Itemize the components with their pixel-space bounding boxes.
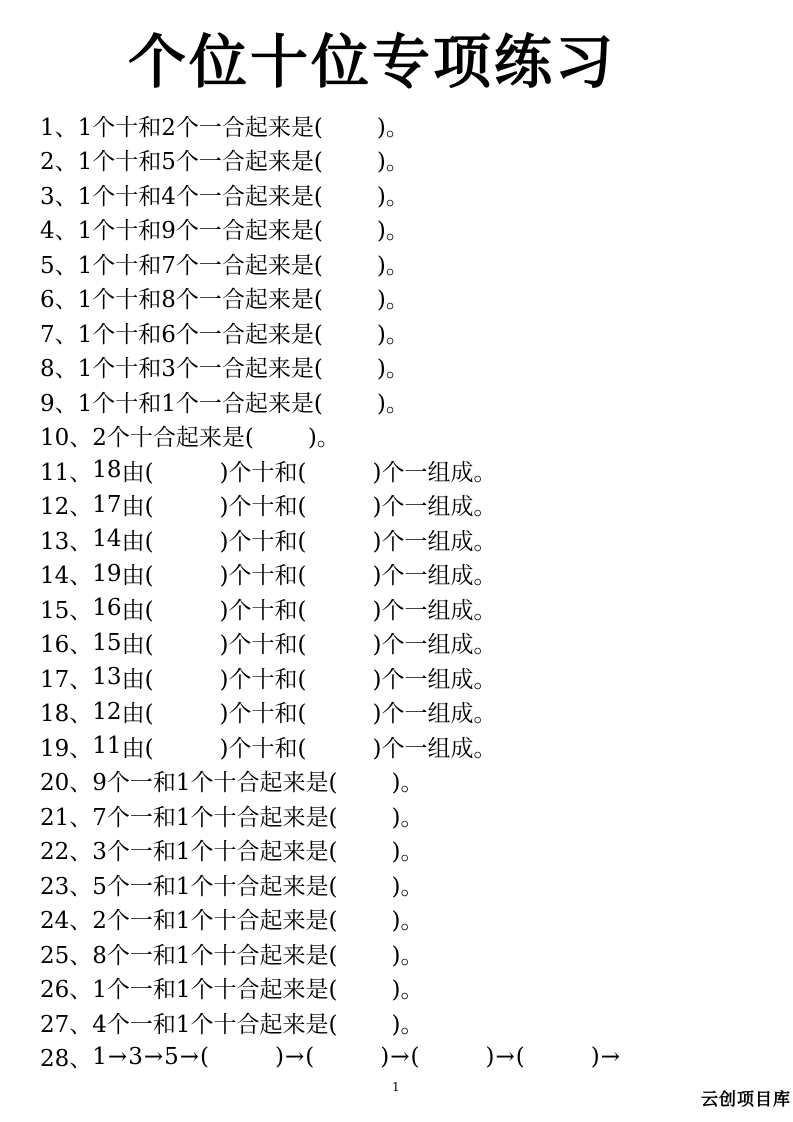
question-list bbox=[40, 108, 621, 1074]
question-row bbox=[40, 143, 621, 178]
question-row bbox=[40, 902, 621, 937]
question-number: 25、 bbox=[40, 942, 93, 969]
question-text: 7个一和1个十合起来是( bbox=[92, 804, 338, 831]
question-number: 11、 bbox=[40, 459, 93, 486]
answer-blank[interactable] bbox=[323, 228, 377, 229]
question-text: )。 bbox=[376, 287, 409, 314]
question-row bbox=[40, 246, 621, 281]
question-text: )。 bbox=[391, 873, 424, 900]
question-number: 28、 bbox=[40, 1046, 93, 1073]
answer-blank[interactable] bbox=[154, 504, 220, 505]
question-text: 3个一和1个十合起来是( bbox=[92, 839, 338, 866]
answer-blank[interactable] bbox=[307, 711, 373, 712]
arrow-icon: → bbox=[143, 1043, 164, 1070]
question-text: 1个十和4个一合起来是( bbox=[77, 183, 323, 210]
question-row bbox=[40, 833, 621, 868]
question-row bbox=[40, 522, 621, 557]
target-number: 12 bbox=[92, 698, 122, 725]
page-title: 个位十位专项练习 bbox=[128, 28, 617, 96]
question-text: )个一组成。 bbox=[372, 735, 497, 762]
question-text: )。 bbox=[391, 1011, 424, 1038]
answer-blank[interactable] bbox=[323, 401, 377, 402]
question-number: 17、 bbox=[40, 666, 93, 693]
question-text: 2个十合起来是( bbox=[92, 425, 254, 452]
question-text: )。 bbox=[376, 252, 409, 279]
answer-blank[interactable] bbox=[307, 539, 373, 540]
answer-blank[interactable] bbox=[323, 332, 377, 333]
question-row bbox=[40, 729, 621, 764]
question-text: 1个十和5个一合起来是( bbox=[77, 149, 323, 176]
question-row bbox=[40, 798, 621, 833]
answer-blank[interactable] bbox=[154, 539, 220, 540]
answer-blank[interactable] bbox=[154, 642, 220, 643]
question-number: 6、 bbox=[40, 287, 78, 314]
question-row bbox=[40, 660, 621, 695]
question-number: 3、 bbox=[40, 183, 78, 210]
question-number: 23、 bbox=[40, 873, 93, 900]
question-row bbox=[40, 315, 621, 350]
question-text: )个一组成。 bbox=[372, 528, 497, 555]
watermark: 云创项目库 bbox=[701, 1090, 791, 1110]
question-number: 2、 bbox=[40, 149, 78, 176]
sequence-value: 3 bbox=[128, 1043, 143, 1070]
question-text: )。 bbox=[376, 321, 409, 348]
question-text: )。 bbox=[391, 804, 424, 831]
question-text: 由( bbox=[121, 597, 154, 624]
question-text: 5个一和1个十合起来是( bbox=[92, 873, 338, 900]
question-row bbox=[40, 453, 621, 488]
question-number: 14、 bbox=[40, 563, 93, 590]
question-number: 4、 bbox=[40, 218, 78, 245]
answer-blank[interactable] bbox=[323, 125, 377, 126]
question-text: 由( bbox=[121, 701, 154, 728]
question-text: )个十和( bbox=[219, 459, 307, 486]
arrow-icon: → bbox=[495, 1043, 515, 1070]
question-row bbox=[40, 108, 621, 143]
question-text: 1个十和8个一合起来是( bbox=[77, 287, 323, 314]
question-text: 4个一和1个十合起来是( bbox=[92, 1011, 338, 1038]
question-number: 16、 bbox=[40, 632, 93, 659]
question-row bbox=[40, 1005, 621, 1040]
question-number: 19、 bbox=[40, 735, 93, 762]
answer-blank[interactable] bbox=[323, 194, 377, 195]
question-text: 由( bbox=[121, 563, 154, 590]
question-text: 1个十和9个一合起来是( bbox=[77, 218, 323, 245]
open-paren: ( bbox=[515, 1043, 525, 1070]
question-text: )。 bbox=[391, 977, 424, 1004]
question-text: )。 bbox=[391, 942, 424, 969]
answer-blank[interactable] bbox=[525, 1056, 591, 1057]
question-row bbox=[40, 419, 621, 454]
question-number: 10、 bbox=[40, 425, 93, 452]
question-row bbox=[40, 1040, 621, 1075]
answer-blank[interactable] bbox=[307, 642, 373, 643]
question-text: )。 bbox=[376, 218, 409, 245]
question-text: )个一组成。 bbox=[372, 597, 497, 624]
target-number: 14 bbox=[92, 526, 122, 553]
question-row bbox=[40, 971, 621, 1006]
question-text: )个十和( bbox=[219, 701, 307, 728]
target-number: 16 bbox=[92, 595, 122, 622]
question-number: 12、 bbox=[40, 494, 93, 521]
answer-blank[interactable] bbox=[254, 435, 308, 436]
arrow-icon: → bbox=[600, 1043, 621, 1070]
question-text: )个一组成。 bbox=[372, 666, 497, 693]
question-text: )个一组成。 bbox=[372, 701, 497, 728]
answer-blank[interactable] bbox=[314, 1056, 380, 1057]
question-text: )。 bbox=[391, 839, 424, 866]
answer-blank[interactable] bbox=[323, 366, 377, 367]
answer-blank[interactable] bbox=[420, 1056, 486, 1057]
arrow-icon: → bbox=[390, 1043, 410, 1070]
question-text: 8个一和1个十合起来是( bbox=[92, 942, 338, 969]
close-paren: ) bbox=[275, 1043, 285, 1070]
answer-blank[interactable] bbox=[154, 573, 220, 574]
close-paren: ) bbox=[380, 1043, 390, 1070]
question-text: )。 bbox=[376, 390, 409, 417]
open-paren: ( bbox=[305, 1043, 315, 1070]
answer-blank[interactable] bbox=[154, 677, 220, 678]
question-text: )。 bbox=[376, 114, 409, 141]
close-paren: ) bbox=[485, 1043, 495, 1070]
question-text: )个十和( bbox=[219, 597, 307, 624]
question-row bbox=[40, 350, 621, 385]
question-row bbox=[40, 177, 621, 212]
answer-blank[interactable] bbox=[338, 918, 392, 919]
question-text: 1个十和7个一合起来是( bbox=[77, 252, 323, 279]
question-text: )个十和( bbox=[219, 528, 307, 555]
target-number: 18 bbox=[92, 457, 122, 484]
question-number: 22、 bbox=[40, 839, 93, 866]
answer-blank[interactable] bbox=[338, 780, 392, 781]
answer-blank[interactable] bbox=[338, 987, 392, 988]
answer-blank[interactable] bbox=[209, 1056, 275, 1057]
question-number: 8、 bbox=[40, 356, 78, 383]
question-row bbox=[40, 695, 621, 730]
question-row bbox=[40, 557, 621, 592]
close-paren: ) bbox=[590, 1043, 600, 1070]
question-number: 1、 bbox=[40, 114, 78, 141]
answer-blank[interactable] bbox=[307, 504, 373, 505]
question-number: 13、 bbox=[40, 528, 93, 555]
answer-blank[interactable] bbox=[338, 849, 392, 850]
question-number: 27、 bbox=[40, 1011, 93, 1038]
question-text: 由( bbox=[121, 459, 154, 486]
arrow-icon: → bbox=[107, 1043, 128, 1070]
question-text: 9个一和1个十合起来是( bbox=[92, 770, 338, 797]
answer-blank[interactable] bbox=[338, 884, 392, 885]
question-text: 1个十和2个一合起来是( bbox=[77, 114, 323, 141]
question-text: )。 bbox=[376, 356, 409, 383]
question-text: 2个一和1个十合起来是( bbox=[92, 908, 338, 935]
answer-blank[interactable] bbox=[307, 746, 373, 747]
question-text: )。 bbox=[307, 425, 340, 452]
question-text: )个一组成。 bbox=[372, 563, 497, 590]
question-text: )个一组成。 bbox=[372, 632, 497, 659]
question-number: 21、 bbox=[40, 804, 93, 831]
answer-blank[interactable] bbox=[338, 815, 392, 816]
answer-blank[interactable] bbox=[154, 711, 220, 712]
question-row bbox=[40, 867, 621, 902]
question-text: )。 bbox=[391, 908, 424, 935]
sequence-value: 1 bbox=[92, 1043, 107, 1070]
target-number: 19 bbox=[92, 560, 122, 587]
question-text: )个十和( bbox=[219, 735, 307, 762]
question-number: 15、 bbox=[40, 597, 93, 624]
question-text: 由( bbox=[121, 528, 154, 555]
question-row bbox=[40, 626, 621, 661]
answer-blank[interactable] bbox=[154, 470, 220, 471]
target-number: 17 bbox=[92, 491, 122, 518]
question-row bbox=[40, 591, 621, 626]
question-text: 1个十和6个一合起来是( bbox=[77, 321, 323, 348]
answer-blank[interactable] bbox=[154, 608, 220, 609]
question-text: )个一组成。 bbox=[372, 459, 497, 486]
target-number: 13 bbox=[92, 664, 122, 691]
question-row bbox=[40, 764, 621, 799]
question-text: )。 bbox=[376, 149, 409, 176]
question-text: )。 bbox=[391, 770, 424, 797]
question-text: 1个一和1个十合起来是( bbox=[92, 977, 338, 1004]
sequence-value: 5 bbox=[164, 1043, 179, 1070]
question-number: 26、 bbox=[40, 977, 93, 1004]
question-text: 由( bbox=[121, 494, 154, 521]
question-text: )。 bbox=[376, 183, 409, 210]
answer-blank[interactable] bbox=[307, 608, 373, 609]
question-text: )个十和( bbox=[219, 494, 307, 521]
question-number: 9、 bbox=[40, 390, 78, 417]
question-number: 24、 bbox=[40, 908, 93, 935]
question-text: )个十和( bbox=[219, 666, 307, 693]
arrow-icon: → bbox=[285, 1043, 305, 1070]
question-number: 18、 bbox=[40, 701, 93, 728]
question-row bbox=[40, 488, 621, 523]
question-row bbox=[40, 384, 621, 419]
question-row bbox=[40, 936, 621, 971]
question-number: 7、 bbox=[40, 321, 78, 348]
arrow-icon: → bbox=[179, 1043, 200, 1070]
answer-blank[interactable] bbox=[323, 263, 377, 264]
question-text: )个十和( bbox=[219, 563, 307, 590]
answer-blank[interactable] bbox=[154, 746, 220, 747]
question-text: 由( bbox=[121, 666, 154, 693]
open-paren: ( bbox=[410, 1043, 420, 1070]
question-text: )个一组成。 bbox=[372, 494, 497, 521]
question-text: 由( bbox=[121, 632, 154, 659]
open-paren: ( bbox=[200, 1043, 210, 1070]
question-text: 由( bbox=[121, 735, 154, 762]
question-number: 5、 bbox=[40, 252, 78, 279]
answer-blank[interactable] bbox=[323, 159, 377, 160]
page-number: 1 bbox=[392, 1080, 400, 1094]
answer-blank[interactable] bbox=[338, 1022, 392, 1023]
question-row bbox=[40, 281, 621, 316]
question-number: 20、 bbox=[40, 770, 93, 797]
target-number: 11 bbox=[92, 733, 122, 760]
question-text: 1个十和3个一合起来是( bbox=[77, 356, 323, 383]
answer-blank[interactable] bbox=[307, 470, 373, 471]
question-text: )个十和( bbox=[219, 632, 307, 659]
answer-blank[interactable] bbox=[307, 573, 373, 574]
target-number: 15 bbox=[92, 629, 122, 656]
question-text: 1个十和1个一合起来是( bbox=[77, 390, 323, 417]
answer-blank[interactable] bbox=[323, 297, 377, 298]
answer-blank[interactable] bbox=[338, 953, 392, 954]
question-row bbox=[40, 212, 621, 247]
answer-blank[interactable] bbox=[307, 677, 373, 678]
